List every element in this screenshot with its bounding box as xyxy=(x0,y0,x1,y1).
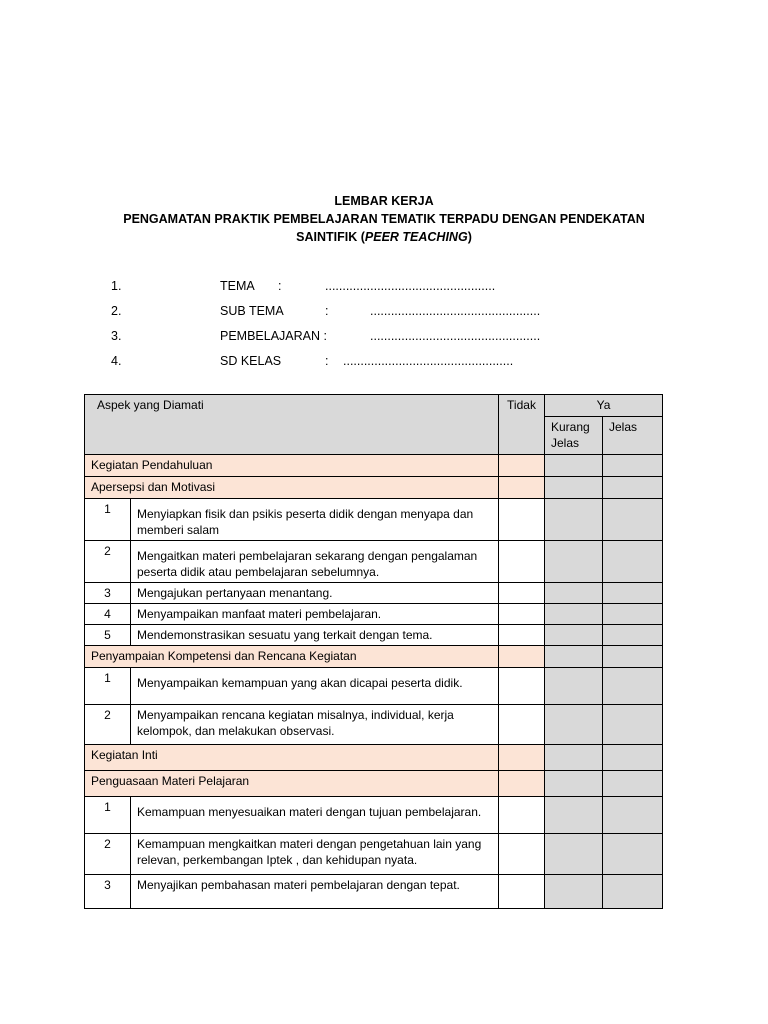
info-row-sub-tema xyxy=(0,302,768,320)
check-cell-jelas[interactable] xyxy=(603,499,663,541)
check-cell-jelas[interactable] xyxy=(603,745,663,771)
info-fields xyxy=(0,0,768,380)
check-cell-kurang-jelas[interactable] xyxy=(545,834,603,875)
info-number: 1. xyxy=(111,279,122,293)
check-cell-jelas[interactable] xyxy=(603,705,663,745)
check-cell-jelas[interactable] xyxy=(603,541,663,583)
check-cell-jelas[interactable] xyxy=(603,455,663,477)
check-cell-kurang-jelas[interactable] xyxy=(545,745,603,771)
check-cell-jelas[interactable] xyxy=(603,797,663,834)
info-number: 3. xyxy=(111,329,122,343)
info-row-pembelajaran xyxy=(0,327,768,345)
check-cell-kurang-jelas[interactable] xyxy=(545,477,603,499)
header-aspect: Aspek yang Diamati xyxy=(85,395,499,455)
table-row xyxy=(85,604,663,625)
title-line-3: SAINTIFIK (PEER TEACHING) xyxy=(296,230,472,244)
item-number: 5 xyxy=(85,625,131,646)
check-cell-jelas[interactable] xyxy=(603,604,663,625)
info-row-sd-kelas xyxy=(0,352,768,370)
table-row xyxy=(85,834,663,875)
info-label: PEMBELAJARAN : xyxy=(220,329,327,343)
table-row xyxy=(85,668,663,705)
check-cell-kurang-jelas[interactable] xyxy=(545,604,603,625)
item-text: Menyajikan pembahasan materi pembelajaran dengan tepat. xyxy=(131,875,499,909)
item-text: Menyampaikan manfaat materi pembelajaran. xyxy=(131,604,499,625)
title-line-1: LEMBAR KERJA xyxy=(334,194,434,208)
check-cell-tidak[interactable] xyxy=(499,604,545,625)
check-cell-tidak[interactable] xyxy=(499,455,545,477)
header-tidak: Tidak xyxy=(499,395,545,455)
check-cell-tidak[interactable] xyxy=(499,797,545,834)
info-number: 4. xyxy=(111,354,122,368)
check-cell-jelas[interactable] xyxy=(603,771,663,797)
check-cell-tidak[interactable] xyxy=(499,583,545,604)
check-cell-jelas[interactable] xyxy=(603,875,663,909)
check-cell-kurang-jelas[interactable] xyxy=(545,797,603,834)
header-jelas: Jelas xyxy=(603,417,663,455)
table-row xyxy=(85,625,663,646)
section-row xyxy=(85,477,663,499)
section-row xyxy=(85,745,663,771)
section-row xyxy=(85,646,663,668)
item-text: Menyampaikan kemampuan yang akan dicapai peserta didik. xyxy=(131,668,499,705)
check-cell-jelas[interactable] xyxy=(603,625,663,646)
info-label: TEMA xyxy=(220,279,255,293)
item-text: Mendemonstrasikan sesuatu yang terkait dengan tema. xyxy=(131,625,499,646)
info-value-blank[interactable]: ................................................. xyxy=(370,304,541,318)
table-row xyxy=(85,875,663,909)
item-text: Mengaitkan materi pembelajaran sekarang dengan pengalaman peserta didik atau pembelajaran sebelumnya. xyxy=(131,541,499,583)
item-number: 2 xyxy=(85,834,131,875)
section-label: Penyampaian Kompetensi dan Rencana Kegiatan xyxy=(85,646,499,668)
check-cell-tidak[interactable] xyxy=(499,499,545,541)
info-label: SUB TEMA xyxy=(220,304,284,318)
info-row-tema xyxy=(0,277,768,295)
check-cell-jelas[interactable] xyxy=(603,477,663,499)
header-kurang-jelas: Kurang Jelas xyxy=(545,417,603,455)
info-colon: : xyxy=(325,354,329,368)
section-label: Kegiatan Inti xyxy=(85,745,499,771)
check-cell-kurang-jelas[interactable] xyxy=(545,646,603,668)
item-number: 4 xyxy=(85,604,131,625)
check-cell-kurang-jelas[interactable] xyxy=(545,668,603,705)
table-row xyxy=(85,541,663,583)
check-cell-jelas[interactable] xyxy=(603,668,663,705)
table-row xyxy=(85,797,663,834)
check-cell-kurang-jelas[interactable] xyxy=(545,499,603,541)
item-number: 2 xyxy=(85,541,131,583)
check-cell-tidak[interactable] xyxy=(499,834,545,875)
check-cell-jelas[interactable] xyxy=(603,834,663,875)
table-row xyxy=(85,499,663,541)
item-number: 3 xyxy=(85,875,131,909)
table-row xyxy=(85,705,663,745)
info-value-blank[interactable]: ................................................. xyxy=(325,279,496,293)
info-value-blank[interactable]: ................................................. xyxy=(370,329,541,343)
item-text: Menyampaikan rencana kegiatan misalnya, individual, kerja kelompok, dan melakukan observasi. xyxy=(131,705,499,745)
section-row xyxy=(85,455,663,477)
check-cell-kurang-jelas[interactable] xyxy=(545,625,603,646)
item-text: Kemampuan mengkaitkan materi dengan pengetahuan lain yang relevan, perkembangan Iptek , dan kehidupan nyata. xyxy=(131,834,499,875)
info-value-blank[interactable]: ................................................. xyxy=(343,354,514,368)
item-number: 1 xyxy=(85,499,131,541)
check-cell-tidak[interactable] xyxy=(499,705,545,745)
check-cell-tidak[interactable] xyxy=(499,541,545,583)
table-header-row xyxy=(85,395,663,417)
check-cell-tidak[interactable] xyxy=(499,745,545,771)
check-cell-jelas[interactable] xyxy=(603,646,663,668)
check-cell-kurang-jelas[interactable] xyxy=(545,875,603,909)
section-row xyxy=(85,771,663,797)
check-cell-tidak[interactable] xyxy=(499,668,545,705)
item-number: 1 xyxy=(85,668,131,705)
title-line-2: PENGAMATAN PRAKTIK PEMBELAJARAN TEMATIK TERPADU DENGAN PENDEKATAN xyxy=(123,212,645,226)
check-cell-kurang-jelas[interactable] xyxy=(545,771,603,797)
check-cell-tidak[interactable] xyxy=(499,875,545,909)
check-cell-tidak[interactable] xyxy=(499,625,545,646)
section-label: Kegiatan Pendahuluan xyxy=(85,455,499,477)
item-text: Mengajukan pertanyaan menantang. xyxy=(131,583,499,604)
observation-table xyxy=(84,394,663,909)
check-cell-tidak[interactable] xyxy=(499,646,545,668)
item-number: 2 xyxy=(85,705,131,745)
check-cell-kurang-jelas[interactable] xyxy=(545,705,603,745)
table-row xyxy=(85,583,663,604)
item-number: 1 xyxy=(85,797,131,834)
section-label: Apersepsi dan Motivasi xyxy=(85,477,499,499)
check-cell-jelas[interactable] xyxy=(603,583,663,604)
info-number: 2. xyxy=(111,304,122,318)
check-cell-kurang-jelas[interactable] xyxy=(545,455,603,477)
item-text: Kemampuan menyesuaikan materi dengan tujuan pembelajaran. xyxy=(131,797,499,834)
section-label: Penguasaan Materi Pelajaran xyxy=(85,771,499,797)
check-cell-kurang-jelas[interactable] xyxy=(545,583,603,604)
check-cell-tidak[interactable] xyxy=(499,771,545,797)
info-colon: : xyxy=(325,304,329,318)
check-cell-tidak[interactable] xyxy=(499,477,545,499)
item-number: 3 xyxy=(85,583,131,604)
item-text: Menyiapkan fisik dan psikis peserta didik dengan menyapa dan memberi salam xyxy=(131,499,499,541)
info-colon: : xyxy=(278,279,282,293)
header-ya: Ya xyxy=(545,395,663,417)
info-label: SD KELAS xyxy=(220,354,282,368)
check-cell-kurang-jelas[interactable] xyxy=(545,541,603,583)
